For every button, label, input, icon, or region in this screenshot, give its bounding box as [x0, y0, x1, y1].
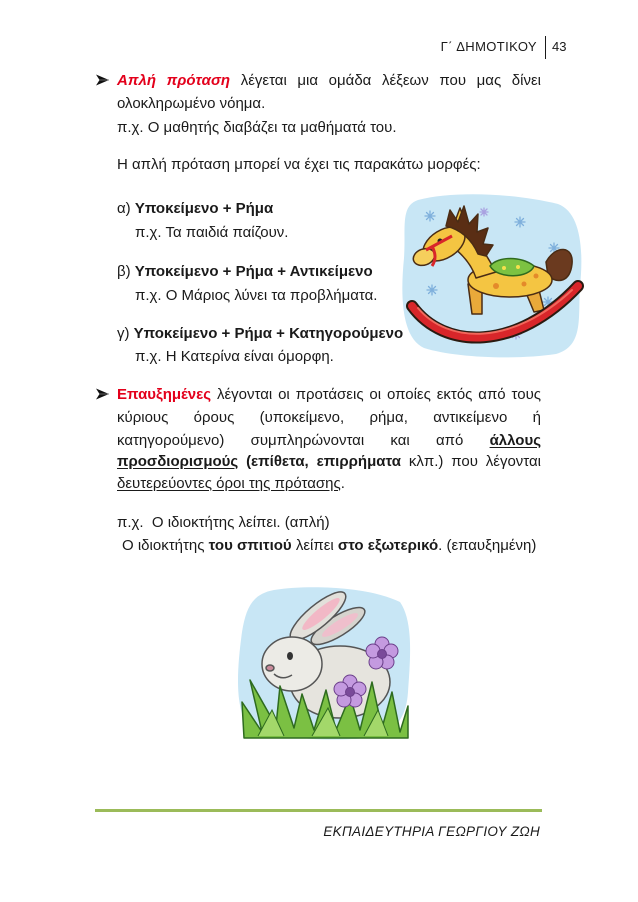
example-attribute: του σπιτιού [208, 537, 292, 554]
page-number: 43 [552, 39, 567, 54]
arrow-bullet-icon [96, 388, 109, 400]
grade-header: Γ΄ ΔΗΜΟΤΙΚΟΥ [440, 39, 537, 54]
simple-sentence-definition-line2: ολοκληρωμένο νόημα. [117, 95, 266, 112]
emphasized-term: άλλους [489, 432, 541, 449]
footer-school-name: ΕΚΠΑΙΔΕΥΤΗΡΙΑ ΓΕΩΡΓΙΟΥ ΖΩΗ [323, 824, 540, 839]
header-divider [545, 36, 546, 59]
expanded-example-sentence [122, 534, 536, 557]
rabbit-nose [266, 665, 274, 671]
definition-text: κατηγορούμενο) συμπληρώνονται και από [117, 432, 464, 449]
form-pattern: Υποκείμενο + Ρήμα + Κατηγορούμενο [133, 325, 404, 342]
emphasized-term: προσδιορισμούς [117, 453, 239, 470]
bold-examples: (επίθετα, επιρρήματα [246, 453, 401, 470]
form-c-example: π.χ. Η Κατερίνα είναι όμορφη. [135, 348, 334, 365]
form-marker: γ) [117, 325, 130, 342]
simple-example-sentence: π.χ. Ο ιδιοκτήτης λείπει. (απλή) [117, 514, 330, 531]
definition-text: κλπ.) που λέγονται [408, 453, 542, 470]
form-b [117, 260, 373, 283]
sentence-end: . [340, 475, 345, 492]
expanded-sentence-term: Επαυξημένες [117, 386, 212, 403]
form-a-example: π.χ. Τα παιδιά παίζουν. [135, 224, 289, 241]
expanded-definition-line1 [117, 383, 541, 406]
simple-sentence-term: Απλή πρόταση [117, 72, 231, 89]
form-a [117, 197, 273, 220]
form-pattern: Υποκείμενο + Ρήμα + Αντικείμενο [134, 263, 373, 280]
rabbit-head [262, 637, 322, 691]
secondary-terms-phrase: δευτερεύοντες όροι της πρότασης [117, 475, 341, 492]
example-subject: Ο ιδιοκτήτης [122, 537, 205, 554]
rabbit-icon [232, 582, 414, 744]
form-pattern: Υποκείμενο + Ρήμα [134, 200, 274, 217]
form-marker: α) [117, 200, 131, 217]
expanded-definition-line4 [117, 450, 541, 473]
footer-rule [95, 809, 542, 812]
expanded-definition-line3 [117, 429, 541, 452]
form-marker: β) [117, 263, 131, 280]
example-verb: λείπει [295, 537, 334, 554]
example-adverbial: στο εξωτερικό [337, 537, 439, 554]
arrow-bullet-icon [96, 74, 109, 86]
rocking-horse-icon [396, 188, 586, 360]
rabbit-eye [287, 652, 293, 660]
expanded-definition-line5 [117, 472, 345, 495]
simple-sentence-definition-line1 [117, 69, 541, 92]
expanded-definition-line2: κύριους όρους (υποκείμενο, ρήμα, αντικείμενο ή [117, 409, 541, 426]
simple-sentence-example: π.χ. Ο μαθητής διαβάζει τα μαθήματά του. [117, 119, 397, 136]
forms-intro: Η απλή πρόταση μπορεί να έχει τις παρακάτω μορφές: [117, 156, 481, 173]
form-c [117, 322, 403, 345]
form-b-example: π.χ. Ο Μάριος λύνει τα προβλήματα. [135, 287, 378, 304]
example-label: . (επαυξημένη) [438, 537, 537, 554]
definition-text: λέγεται μια ομάδα λέξεων που μας δίνει [240, 72, 542, 89]
definition-text: λέγονται οι προτάσεις οι οποίες εκτός από τους [216, 386, 541, 403]
